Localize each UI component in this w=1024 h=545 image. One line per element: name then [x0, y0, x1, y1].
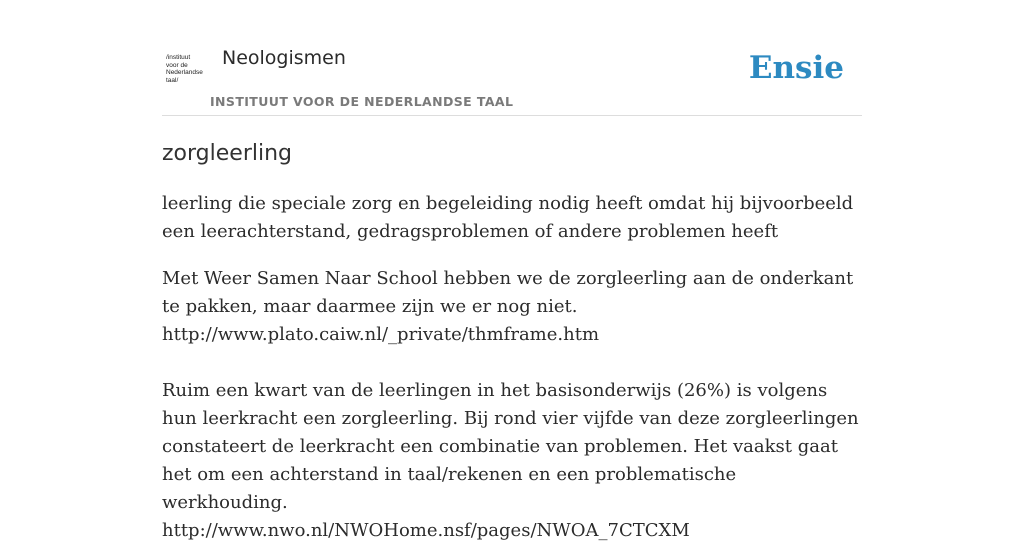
header: [162, 44, 862, 116]
logo-text: voor de: [166, 61, 188, 69]
example-source-link[interactable]: http://www.nwo.nl/NWOHome.nsf/pages/NWOA_7CTCXM: [162, 520, 690, 541]
logo-text: Nederlandse: [166, 69, 203, 77]
entry-term: zorgleerling: [162, 141, 292, 166]
example-source-link[interactable]: http://www.plato.caiw.nl/_private/thmframe.htm: [162, 324, 600, 345]
institute-logo[interactable]: [166, 54, 208, 90]
example-text: Met Weer Samen Naar School hebben we de zorgleerling aan de onderkant te pakken, maar daarmee zijn we er nog niet.: [162, 268, 854, 317]
entry-definition: leerling die speciale zorg en begeleiding nodig heeft omdat hij bijvoorbeeld een leerachterstand, gedragsproblemen of andere problemen heeft: [162, 193, 854, 242]
logo-text: /instituut: [166, 54, 191, 61]
entry-examples: [162, 265, 862, 545]
example-item: [162, 377, 862, 545]
site-subtitle: INSTITUUT VOOR DE NEDERLANDSE TAAL: [210, 94, 514, 109]
example-item: [162, 265, 862, 349]
example-text: Ruim een kwart van de leerlingen in het basisonderwijs (26%) is volgens hun leerkracht een zorgleerling. Bij rond vier vijfde van deze zorgleerlingen constateert de leerkracht een combinatie van problemen. Het vaakst gaat het om een achterstand in taal/rekenen en een problematische werkhouding.: [162, 380, 859, 513]
page: [162, 0, 862, 545]
ensie-brand-link[interactable]: Ensie: [748, 50, 844, 86]
logo-text: taal/: [166, 76, 179, 84]
site-title-link[interactable]: Neologismen: [222, 47, 346, 69]
